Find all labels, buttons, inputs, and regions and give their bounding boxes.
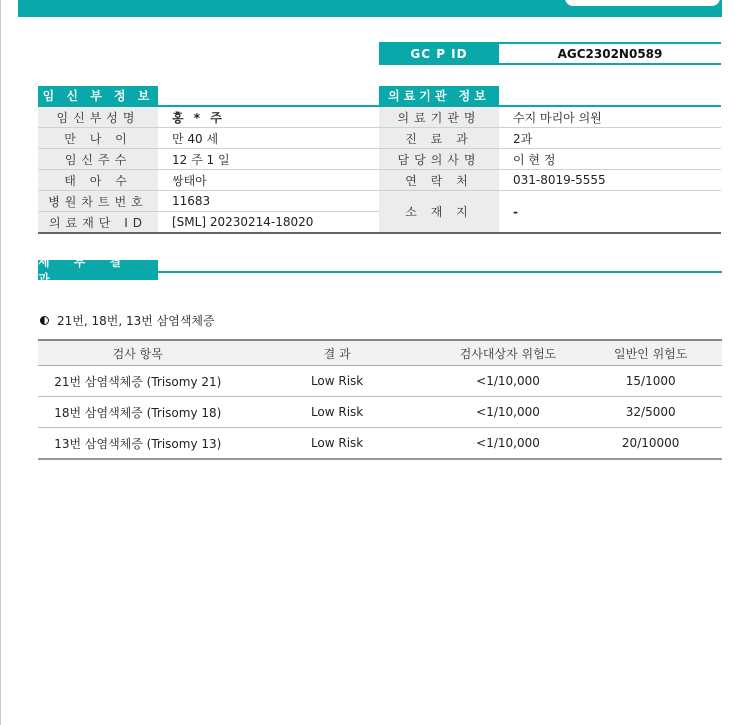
- patient-section-title: 임 신 부 정 보: [38, 86, 158, 106]
- table-row: [38, 191, 379, 212]
- table-row: [379, 107, 721, 128]
- patient-name-label: 임신부성명: [38, 107, 158, 128]
- col-result: 결 과: [238, 340, 437, 366]
- general-risk: 15/1000: [579, 366, 722, 397]
- header-bar: [18, 0, 722, 17]
- subject-risk: <1/10,000: [437, 397, 580, 428]
- doctor-name-label: 담당의사명: [379, 149, 499, 170]
- institution-section-header: [379, 85, 721, 107]
- age-label: 만 나 이: [38, 128, 158, 149]
- department-value: 2과: [499, 128, 721, 149]
- col-test-item: 검사 항목: [38, 340, 238, 366]
- half-circle-icon: [40, 316, 49, 325]
- foundation-id-value: [SML] 20230214-18020: [158, 212, 379, 234]
- result-value: Low Risk: [238, 397, 437, 428]
- detail-section-header: [38, 251, 722, 286]
- chart-number-label: 병원차트번호: [38, 191, 158, 212]
- chart-number-value: 11683: [158, 191, 379, 212]
- gestational-age-label: 임신주수: [38, 149, 158, 170]
- age-value: 만 40 세: [158, 128, 379, 149]
- test-item: 13번 삼염색체증 (Trisomy 13): [38, 428, 238, 460]
- table-row: [379, 170, 721, 191]
- result-value: Low Risk: [238, 428, 437, 460]
- result-table: [38, 339, 722, 460]
- patient-info-table: [38, 107, 379, 234]
- institution-section-title: 의료기관 정보: [379, 86, 499, 106]
- institution-info-table: [379, 107, 721, 234]
- col-subject-risk: 검사대상자 위험도: [437, 340, 580, 366]
- table-row: [379, 149, 721, 170]
- fetus-count-value: 쌍태아: [158, 170, 379, 191]
- fetus-count-label: 태 아 수: [38, 170, 158, 191]
- table-row: [38, 149, 379, 170]
- table-row: [379, 128, 721, 149]
- table-row: [38, 397, 722, 428]
- header-pill: [565, 0, 720, 6]
- table-row: [38, 212, 379, 234]
- general-risk: 20/10000: [579, 428, 722, 460]
- patient-name-value: 홍 * 주: [158, 107, 379, 128]
- table-row: [38, 107, 379, 128]
- subject-risk: <1/10,000: [437, 428, 580, 460]
- contact-value: 031-8019-5555: [499, 170, 721, 191]
- institution-name-label: 의료기관명: [379, 107, 499, 128]
- col-general-risk: 일반인 위험도: [579, 340, 722, 366]
- location-value: -: [499, 191, 721, 234]
- test-item: 21번 삼염색체증 (Trisomy 21): [38, 366, 238, 397]
- gcpid-value: AGC2302N0589: [557, 46, 663, 61]
- gestational-age-value: 12 주 1 일: [158, 149, 379, 170]
- detail-section-title: 세 부 결 과: [38, 260, 158, 280]
- doctor-name-value: 이 현 정: [499, 149, 721, 170]
- institution-name-value: 수지 마리아 의원: [499, 107, 721, 128]
- result-subtitle-text: 21번, 18번, 13번 삼염색체증: [57, 314, 215, 328]
- location-label: 소 재 지: [379, 191, 499, 234]
- table-row: [38, 170, 379, 191]
- gcpid-box: [379, 42, 721, 65]
- contact-label: 연 락 처: [379, 170, 499, 191]
- table-row: [38, 428, 722, 460]
- department-label: 진 료 과: [379, 128, 499, 149]
- table-row: [379, 191, 721, 234]
- table-row: [38, 366, 722, 397]
- page-left-border: [0, 0, 1, 725]
- gcpid-label: GC P ID: [379, 44, 499, 63]
- foundation-id-label: 의료재단 ID: [38, 212, 158, 234]
- subject-risk: <1/10,000: [437, 366, 580, 397]
- result-header-row: [38, 340, 722, 366]
- result-value: Low Risk: [238, 366, 437, 397]
- general-risk: 32/5000: [579, 397, 722, 428]
- result-subtitle: [40, 312, 215, 329]
- patient-section-header: [38, 85, 379, 107]
- test-item: 18번 삼염색체증 (Trisomy 18): [38, 397, 238, 428]
- table-row: [38, 128, 379, 149]
